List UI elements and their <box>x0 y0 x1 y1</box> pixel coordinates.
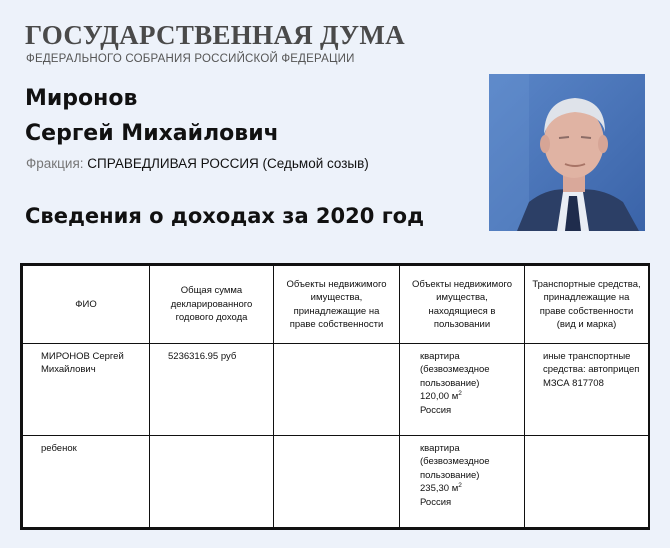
used-area <box>420 390 518 403</box>
cell-income: 5236316.95 руб <box>150 344 274 436</box>
used-area-value: 120,00 м <box>420 391 459 403</box>
table-row <box>23 344 649 436</box>
faction-line <box>26 156 369 171</box>
used-area <box>420 482 518 495</box>
header-fio: ФИО <box>23 266 150 344</box>
cell-name: ребенок <box>23 436 150 528</box>
header-owned-property: Объекты недвижимого имущества, принадлежащие на праве собственности <box>274 266 400 344</box>
used-basis-1: (безвозмездное <box>420 456 490 468</box>
cell-name: МИРОНОВ Сергей Михайлович <box>23 344 150 436</box>
used-type: квартира <box>420 351 460 362</box>
income-table <box>20 263 650 530</box>
cell-used <box>400 436 525 528</box>
cell-owned <box>274 436 400 528</box>
table-header-row <box>23 266 649 344</box>
faction-label: Фракция: <box>26 156 84 171</box>
used-country: Россия <box>420 496 452 508</box>
used-area-unit-sup: 2 <box>458 390 462 398</box>
cell-used <box>400 344 525 436</box>
person-given-names: Сергей Михайлович <box>25 121 279 146</box>
table-row <box>23 436 649 528</box>
header-income: Общая сумма декларированного годового дохода <box>150 266 274 344</box>
used-type: квартира <box>420 443 460 454</box>
cell-transport <box>525 436 649 528</box>
used-country: Россия <box>420 404 452 416</box>
used-basis-2: пользование) <box>420 469 480 481</box>
used-area-value: 235,30 м <box>420 483 459 495</box>
faction-value: СПРАВЕДЛИВАЯ РОССИЯ (Седьмой созыв) <box>87 156 369 171</box>
cell-income <box>150 436 274 528</box>
section-title: Сведения о доходах за 2020 год <box>25 204 425 228</box>
org-title: ГОСУДАРСТВЕННАЯ ДУМА <box>25 20 405 50</box>
cell-owned <box>274 344 400 436</box>
used-area-unit-sup: 2 <box>458 482 462 490</box>
used-basis-1: (безвозмездное <box>420 364 490 376</box>
used-basis-2: пользование) <box>420 377 480 389</box>
person-surname: Миронов <box>25 86 138 111</box>
header-transport: Транспортные средства, принадлежащие на праве собственности (вид и марка) <box>525 266 649 344</box>
cell-transport: иные транспортные средства: автоприцеп МЗСА 817708 <box>525 344 649 436</box>
portrait-photo <box>489 74 645 231</box>
header-used-property: Объекты недвижимого имущества, находящиеся в пользовании <box>400 266 525 344</box>
org-subtitle: ФЕДЕРАЛЬНОГО СОБРАНИЯ РОССИЙСКОЙ ФЕДЕРАЦИИ <box>26 53 355 65</box>
